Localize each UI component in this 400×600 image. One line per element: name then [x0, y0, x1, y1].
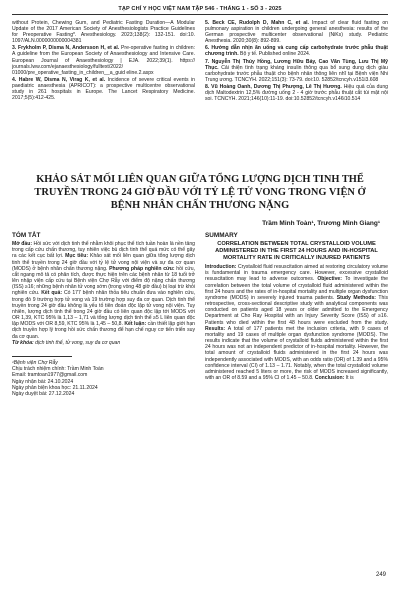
- reference-number: 7.: [205, 58, 210, 65]
- reference-authors: Nguyễn Thị Thúy Hồng, Lương Hữu Bảy, Cao Văn Tùng, Lưu Thị Mỹ Thục.: [205, 58, 388, 71]
- reference-item: [205, 59, 388, 83]
- reference-authors: Habre W, Disma N, Virag K, et al.: [18, 76, 106, 83]
- corresponding-author: Chịu trách nhiệm chính: Trầm Minh Toàn: [12, 366, 104, 373]
- author-email: Email: tramtoan1977@gmail.com: [12, 372, 88, 379]
- summary-text: This retrospective, cross-sectional descriptive study with analytical components was conducted on patients aged 18 years or older admitted to the Emergency Department at Cho Ray Hospital with an Injury Severity Score (ISS) of ≥16. Patients who died within the first 48 hours were excluded from the study.: [205, 294, 388, 326]
- reference-item: [205, 20, 388, 44]
- summary-text: To investigate the correlation between the total volume of crystalloid fluid administered within the first 24 hours and the rates of in-hospital mortality and multiple organ dysfunction syndrome (MODS) in severely injured trauma patients.: [205, 276, 388, 301]
- references-right-column: [205, 20, 388, 167]
- abstract-label: Mở đầu:: [12, 241, 33, 248]
- reference-text: Impact of clear fluid fasting on pulmonary aspiration in children undergoing general anesthesia: results of the German prospective multicenter observational (NiKs) study. Pediatric Anesthesia. 2020;30(8): 892-899.: [205, 20, 388, 45]
- summary-label: Introduction:: [205, 264, 237, 271]
- reference-text: Pre-operative fasting in children: A guideline from the European Society of Anaesthesiology and Intensive Care. European Journal of Anaesthesiology | EJA. 2022;39(1). https:// journals.lww.com/ejanaesthesiology/fulltext/2022/ 01000/pre_operative_fasting_in_children__a_guid eline.2.aspx: [12, 45, 195, 76]
- reference-item: [205, 84, 388, 102]
- summary-label: Study Methods:: [336, 294, 376, 301]
- abstract-text: Hồi sức với dịch tinh thể nhằm khôi phục thể tích tuần hoàn là nền tảng trong cấp cứu chấn thương, tuy nhiên việc bù dịch tinh thể quá mức có thể gây ra các kết cục bất lợi.: [12, 241, 195, 260]
- abstract-heading: TÓM TẮT: [12, 232, 41, 239]
- abstract-text: Khảo sát mối liên quan giữa tổng lượng dịch tinh thể truyền trong 24 giờ đầu với tỷ lệ tử vong nội viện và sự đa cơ quan (MODS) ở bệnh nhân chấn thương nặng.: [12, 253, 196, 272]
- reference-text: Incidence of severe critical events in paediatric anaesthesia (APRICOT): a prospective multicentre observational study in 261 hospitals in Europe. The Lancet Respiratory Medicine. 2017;5(5):412-425.: [12, 76, 196, 102]
- article-title: KHẢO SÁT MỐI LIÊN QUAN GIỮA TỔNG LƯỢNG DỊCH TINH THỂ TRUYỀN TRONG 24 GIỜ ĐẦU VỚI TỶ LỆ TỬ VONG TRONG VIỆN Ở BỆNH NHÂN CHẤN THƯƠNG NẶNG: [34, 174, 366, 211]
- abstract-label: Mục tiêu:: [65, 253, 89, 260]
- reference-number: 8.: [205, 83, 210, 90]
- keywords-label: Từ khóa:: [12, 339, 34, 346]
- abstract-paragraph: [12, 241, 195, 340]
- reference-item: [205, 45, 388, 57]
- reference-number: 5.: [205, 20, 210, 26]
- page-number: 249: [375, 572, 386, 578]
- reference-item: [12, 45, 195, 75]
- reference-item: [12, 77, 195, 101]
- article-authors: Trầm Minh Toàn¹, Trương Minh Giang¹: [262, 220, 380, 227]
- summary-label: Objective:: [317, 276, 342, 283]
- reference-text: Bộ y tế. Published online 2024.: [240, 51, 311, 58]
- reference-text: Hiệu quả của dung dịch Maltodextrin 12,5% đường uống 2 - 4 giờ trước phẫu thuật cắt túi mật nội soi. TCNCYH. 2021;146(10):11-19. doi:10.52852/tcncyh.v146i10.514: [205, 83, 388, 103]
- summary-label: Conclusion:: [314, 374, 345, 381]
- date-received: Ngày nhận bài: 24.10.2024: [12, 378, 74, 385]
- english-summary-column: [205, 233, 388, 398]
- reference-number: 3.: [12, 45, 17, 52]
- reference-authors: Vũ Hoàng Oanh, Dương Thị Phượng, Lê Thị Hương.: [211, 83, 342, 90]
- summary-text: It is: [345, 374, 354, 381]
- reference-authors: Frykholm P, Disma N, Andersson H, et al.: [17, 45, 120, 52]
- affiliation: ¹Bệnh viện Chợ Rẫy: [12, 359, 58, 366]
- abstract-text: Có 177 bệnh nhân thỏa tiêu chuẩn đưa vào nghiên cứu, trong đó 9 trường hợp tử vong và 19 trường hợp suy đa cơ quan. Dịch tinh thể truyền trong 24 giờ đầu không là yếu tố tiên đoán độc lập tử vong nội viện. Tuy nhiên, lượng dịch tinh thể trong 24 giờ đầu có liên quan độc lập tới MODS với OR 1,39, KTC 95% là 1,13 – 1,71 và tổng lượng dịch tinh thể ≥5 L liên quan độc lập MODS với OR 8,59, KTC 95% là 1,45 – 50,8.: [12, 290, 196, 328]
- abstract-label: Kết luận:: [124, 321, 147, 328]
- reference-number: 6.: [205, 45, 210, 52]
- abstract-label: Phương pháp nghiên cứu:: [109, 265, 175, 272]
- summary-paragraph: [205, 264, 388, 381]
- abstract-text: hồi cứu, cắt ngang mô tả có phân tích, được thực hiện trên các bệnh nhân từ 18 tuổi trở lên nhập viện cấp cứu tại Bệnh viện Chợ Rẫy với điểm độ nặng chấn thương (ISS) ≥16; những bệnh nhân tử vong sớm (trong vòng 48 giờ đầu) bị loại trừ khỏi nghiên cứu.: [12, 265, 195, 297]
- vietnamese-abstract-column: [12, 233, 195, 398]
- reference-text: without Protein, Chewing Gum, and Pediatric Fasting Duration—A Modular Update of the 2017 American Society of Anesthesiologists Practice Guidelines for Preoperative Fasting*. Anesthesiology. 2023;138(2): 132-151. doi:10. 1097/ALN.0000000000004381: [12, 20, 195, 45]
- keywords-text: dịch tinh thể, tử vong, suy đa cơ quan: [35, 339, 121, 346]
- running-header: TẠP CHÍ Y HỌC VIỆT NAM TẬP 546 - THÁNG 1 - SỐ 3 - 2025: [12, 6, 388, 15]
- references-section: [12, 20, 388, 167]
- footnote-divider: [12, 356, 72, 357]
- keywords: [12, 340, 195, 346]
- summary-label: Results:: [205, 325, 226, 332]
- date-accepted: Ngày duyệt bài: 27.12.2024: [12, 391, 75, 398]
- reference-item: [12, 20, 195, 44]
- summary-text: Crystalloid fluid resuscitation aimed at restoring circulatory volume is fundamental in trauma emergency care. However, excessive crystalloid resuscitation may lead to adverse outcomes.: [205, 264, 388, 283]
- reference-text: Cải thiện tình trạng kháng insulin thông qua bổ sung dung dịch giàu carbohydrate trước phẫu thuật cho bệnh nhân thông liên nhĩ tại Bệnh viện Nhi Trung ương. TCNCYH. 2022;151(3): 73-79. doi:10. 52852/tcncyh.v151i3.608: [205, 64, 388, 83]
- abstract-text: cần thiết lập giới hạn dịch truyền hợp lý trong hồi sức chấn thương để hạn chế nguy cơ tiến triển suy đa cơ quan.: [12, 321, 196, 340]
- reference-authors: Hướng dẫn nhịn ăn uống và cung cấp carbohydrate trước phẫu thuật chương trình.: [205, 45, 388, 58]
- abstract-label: Kết quả:: [41, 290, 63, 297]
- summary-heading: SUMMARY: [205, 232, 238, 239]
- author-footnote: [12, 360, 195, 398]
- reference-number: 4.: [12, 76, 17, 83]
- references-left-column: [12, 20, 195, 167]
- english-title: CORRELATION BETWEEN TOTAL CRYSTALLOID VOLUME ADMINISTERED IN THE FIRST 24 HOURS AND IN-HOSPITAL MORTALITY RATE IN CRITICALLY INJURED PATIENTS: [215, 241, 378, 262]
- reference-authors: Beck CE, Rudolph D, Mahn C, et al.: [212, 20, 309, 26]
- article-body: [12, 233, 388, 398]
- date-reviewed: Ngày phản biện khoa học: 21.11.2024: [12, 385, 98, 391]
- summary-text: A total of 177 patients met the inclusion criteria, with 9 cases of mortality and 19 cases of multiple organ dysfunction syndrome (MODS). The results indicate that the volume of crystalloid fluids administered within the first 24 hours was not an independent predictor of in-hospital mortality. However, the total amount of crystalloid fluids administered in the first 24 hours was independently associated with MODS, with an odds ratio (OR) of 1.39 and a 95% confidence interval (CI) of 1.13 – 1.71. Notably, when the total crystalloid volume administered reached 5 liters or more, the risk of MODS increased significantly, with an OR of 8.59 and a 95% CI of 1.45 – 50.8.: [205, 325, 388, 381]
